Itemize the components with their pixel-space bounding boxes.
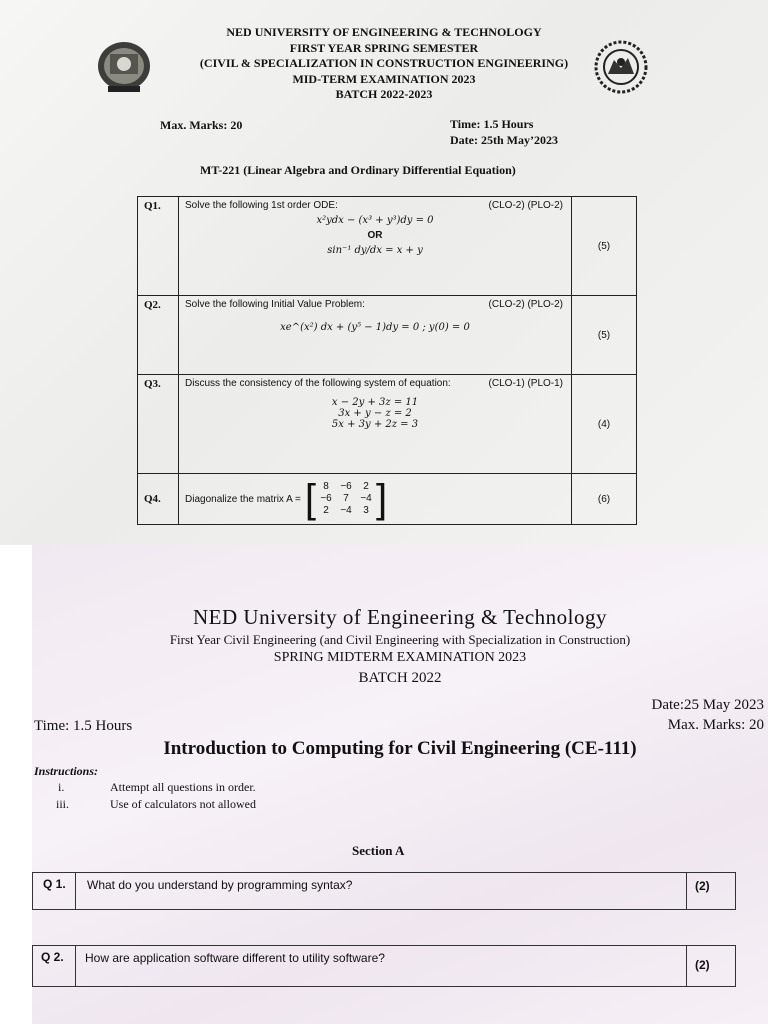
clo-plo-tag: (CLO-1) (PLO-1) — [488, 378, 563, 389]
question-marks-cell — [686, 873, 735, 909]
exam-time: Time: 1.5 Hours — [34, 718, 133, 734]
matrix-entry: −4 — [360, 493, 372, 504]
equation: x − 2y + 3z = 11 — [331, 397, 419, 408]
instruction-number: i. — [58, 780, 65, 794]
question-number-cell — [33, 873, 76, 909]
question-number: Q 2. — [41, 950, 64, 964]
question-text: Solve the following Initial Value Problem: — [185, 299, 365, 310]
exam-line: MID-TERM EXAMINATION 2023 — [292, 72, 476, 86]
matrix-entry: 2 — [363, 481, 369, 492]
matrix-a — [305, 479, 387, 519]
matrix-entry: 3 — [363, 505, 369, 516]
question-body — [179, 197, 572, 296]
matrix-entries — [316, 481, 376, 517]
question-text: Solve the following 1st order ODE: — [185, 200, 338, 211]
question-number-cell — [33, 946, 76, 986]
equation: sin⁻¹ dy/dx = x + y — [327, 245, 423, 256]
instructions-label: Instructions: — [34, 764, 99, 778]
instruction-text: Use of calculators not allowed — [110, 797, 256, 811]
question-text: What do you understand by programming syntax? — [87, 878, 353, 892]
question-marks: (5) — [572, 296, 637, 375]
question-number: Q 1. — [43, 877, 66, 891]
program-line: First Year Civil Engineering (and Civil Engineering with Specialization in Construction) — [169, 632, 631, 647]
or-separator: OR — [367, 230, 383, 241]
university-name: NED UNIVERSITY OF ENGINEERING & TECHNOLOGY — [226, 25, 542, 39]
question-row — [138, 197, 637, 296]
question-box — [32, 945, 736, 987]
course-title: Introduction to Computing for Civil Engineering (CE-111) — [163, 738, 637, 759]
equation: x²ydx − (x³ + y³)dy = 0 — [316, 215, 434, 226]
exam-line: SPRING MIDTERM EXAMINATION 2023 — [273, 650, 527, 665]
section-heading: Section A — [352, 843, 405, 858]
matrix-right-bracket: ] — [376, 477, 388, 521]
matrix-entry: 8 — [323, 481, 329, 492]
question-text: Discuss the consistency of the following system of equation: — [185, 378, 451, 389]
matrix-entry: −6 — [340, 481, 352, 492]
question-text: Diagonalize the matrix A = — [185, 493, 301, 505]
equation: 5x + 3y + 2z = 3 — [331, 419, 419, 430]
matrix-entry: 7 — [343, 493, 349, 504]
exam-date: Date: 25th May’2023 — [450, 133, 558, 147]
question-number: Q1. — [138, 197, 179, 296]
program-line: (CIVIL & SPECIALIZATION IN CONSTRUCTION ENGINEERING) — [199, 56, 569, 70]
question-row — [138, 375, 637, 474]
question-text: How are application software different to utility software? — [85, 951, 385, 965]
semester-line: FIRST YEAR SPRING SEMESTER — [289, 41, 479, 55]
exam-time: Time: 1.5 Hours — [450, 117, 534, 131]
batch-line: BATCH 2022-2023 — [335, 87, 433, 101]
exam-date: Date:25 May 2023 — [651, 697, 764, 713]
matrix-question — [185, 479, 387, 519]
questions-table — [137, 196, 637, 525]
exam-paper-ce111 — [32, 545, 768, 1024]
question-marks-cell — [686, 946, 735, 986]
instruction-text: Attempt all questions in order. — [110, 780, 256, 794]
question-marks: (6) — [572, 474, 637, 525]
equation: xe^(x²) dx + (y⁵ − 1)dy = 0 ; y(0) = 0 — [280, 322, 470, 333]
university-name: NED University of Engineering & Technology — [193, 605, 607, 629]
matrix-entry: 2 — [323, 505, 329, 516]
matrix-entry: −6 — [320, 493, 332, 504]
question-body — [179, 474, 572, 525]
question-marks: (2) — [695, 879, 710, 893]
question-number: Q4. — [138, 474, 179, 525]
equation: 3x + y − z = 2 — [338, 408, 412, 419]
question-row — [138, 474, 637, 525]
question-row — [138, 296, 637, 375]
question-body — [179, 296, 572, 375]
clo-plo-tag: (CLO-2) (PLO-2) — [488, 299, 563, 310]
matrix-entry: −4 — [340, 505, 352, 516]
instruction-number: iii. — [56, 797, 70, 811]
question-number: Q2. — [138, 296, 179, 375]
clo-plo-tag: (CLO-2) (PLO-2) — [488, 200, 563, 211]
course-title: MT-221 (Linear Algebra and Ordinary Differential Equation) — [200, 163, 516, 177]
question-marks: (2) — [695, 958, 710, 972]
question-box — [32, 872, 736, 910]
max-marks: Max. Marks: 20 — [160, 118, 243, 132]
question-body — [179, 375, 572, 474]
question-marks: (4) — [572, 375, 637, 474]
max-marks: Max. Marks: 20 — [667, 717, 764, 733]
question-marks: (5) — [572, 197, 637, 296]
batch-line: BATCH 2022 — [358, 670, 442, 686]
question-number: Q3. — [138, 375, 179, 474]
matrix-left-bracket: [ — [304, 477, 317, 521]
